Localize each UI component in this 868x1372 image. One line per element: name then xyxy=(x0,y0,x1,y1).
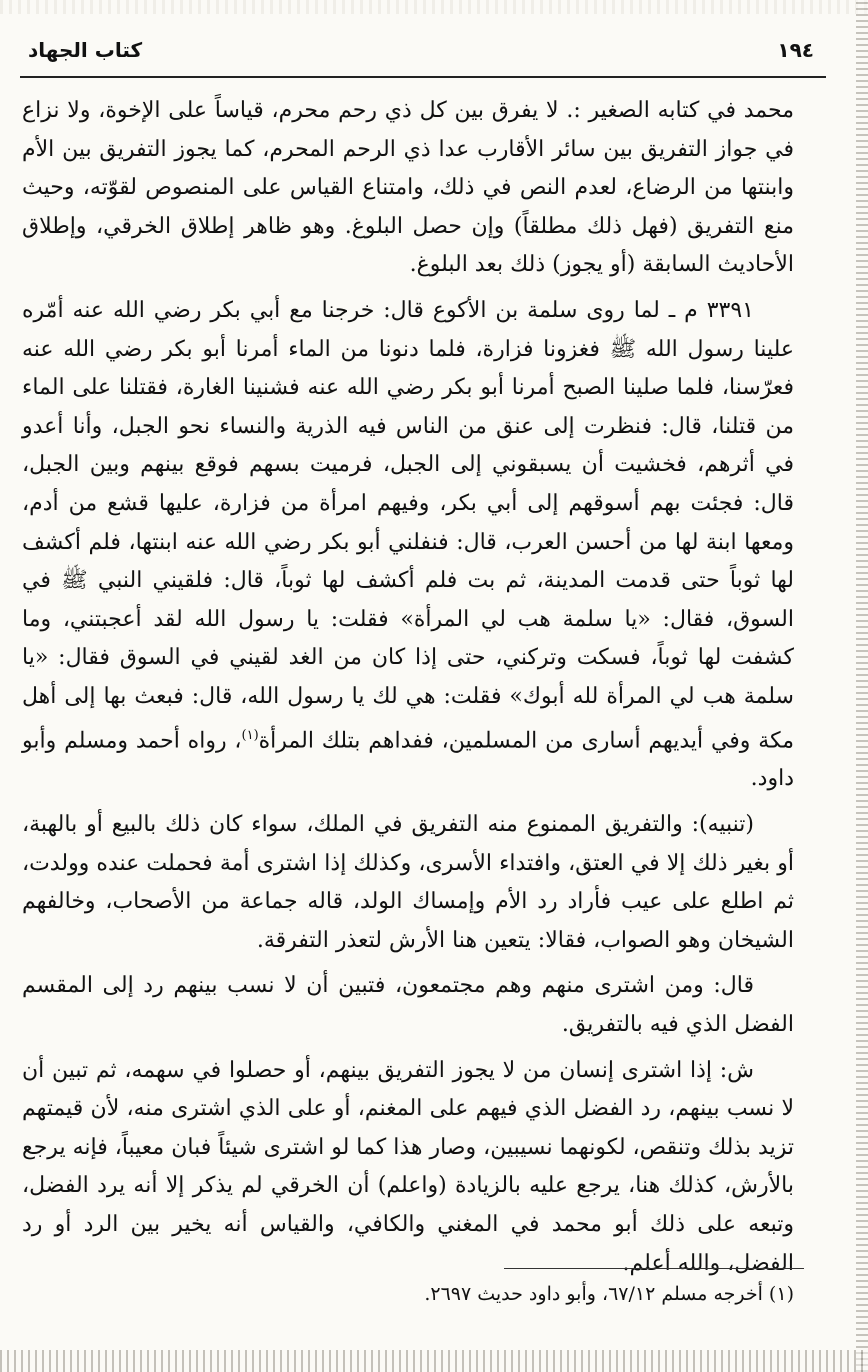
paragraph-1: محمد في كتابه الصغير :. لا يفرق بين كل ذي رحم محرم، قياساً على الإخوة، ولا نزاع في جواز التفريق بين سائر الأقارب عدا ذي الرحم المحرم، كما يجوز التفريق بين الأم وابنتها من الرضاع، لعدم النص في ذلك، وامتناع القياس على المنصوص لقوّته، وحيث منع التفريق (فهل ذلك مطلقاً) وإن حصل البلوغ. وهو ظاهر إطلاق الخرقي، وإطلاق الأحاديث السابقة (أو يجوز) ذلك بعد البلوغ. xyxy=(22,98,794,278)
scan-edge-bottom xyxy=(0,1350,868,1372)
footnote: (١) أخرجه مسلم ٦٧/١٢، وأبو داود حديث ٢٦٩٧. xyxy=(424,1283,794,1305)
paragraph-5: ش: إذا اشترى إنسان من لا يجوز التفريق بينهم، أو حصلوا في سهمه، ثم تبين أن لا نسب بينهم، رد الفضل الذي فيهم على المغنم، أو على الذي اشترى منه، لأن قيمتهم تزيد بذلك وتنقص، لكونهما نسيبين، وصار هذا كما لو اشترى شيئاً فبان معيباً، فإنه يرجع بالأرش، كذلك هنا، يرجع عليه بالزيادة (واعلم) أن الخرقي لم يذكر إلا أنه يرد الفضل، وتبعه على ذلك أبو محمد في المغني والكافي، والقياس أنه يخير بين الرد أو رد الفضل، والله أعلم. xyxy=(22,1057,794,1276)
paragraph-2-text: ٣٣٩١ م ـ لما روى سلمة بن الأكوع قال: خرجنا مع أبي بكر رضي الله عنه أمّره علينا رسول الله ﷺ فغزونا فزارة، فلما دنونا من الماء أمرنا أبو بكر رضي الله عنه فعرّسنا، فلما صلينا الصبح أمرنا أبو بكر رضي الله عنه فشنينا الغارة، فقتلنا على الماء من قتلنا، قال: فنظرت إلى عنق من الناس فيه الذرية والنساء نحو الجبل، وأنا أعدو في أثرهم، فخشيت أن يسبقوني إلى الجبل، فرميت بسهم فوقع بينهم وبين الجبل، قال: فجئت بهم أسوقهم إلى أبي بكر، وفيهم امرأة من فزارة، عليها قشع من أدم، ومعها ابنة لها من أحسن العرب، قال: فنفلني أبو بكر رضي الله عنه ابنتها، فلم أكشف لها ثوباً حتى قدمت المدينة، ثم بت فلم أكشف لها ثوباً، قال: فلقيني النبي ﷺ في السوق، فقال: «يا سلمة هب لي المرأة» فقلت: يا رسول الله لقد أعجبتني، وما كشفت لها ثوباً، فسكت وتركني، حتى إذا كان من الغد لقيني في السوق فقال: «يا سلمة هب لي المرأة لله أبوك» فقلت: هي لك يا رسول الله، قال: فبعث بها إلى أهل مكة وفي أيديهم أسارى من المسلمين، ففداهم بتلك المرأة xyxy=(22,297,794,753)
paragraph-3: (تنبيه): والتفريق الممنوع منه التفريق في الملك، سواء كان ذلك بالبيع أو بالهبة، أو بغير ذلك إلا في العتق، وافتداء الأسرى، وكذلك إذا اشترى أمة فحملت عنده وولدت، ثم اطلع على عيب فأراد رد الأم وإمساك الولد، قاله جماعة من الأصحاب، وخالفهم الشيخان وهو الصواب، فقالا: يتعين هنا الأرش لتعذر التفرقة. xyxy=(22,812,794,953)
paragraph-4: قال: ومن اشترى منهم وهم مجتمعون، فتبين أن لا نسب بينهم رد إلى المقسم الفضل الذي فيه بالتفريق. xyxy=(22,973,794,1037)
paragraph-2-tail: ، رواه أحمد ومسلم وأبو داود. xyxy=(22,727,794,792)
body-text xyxy=(22,92,794,1290)
scan-edge-right xyxy=(856,0,868,1372)
page-header xyxy=(20,38,826,78)
scan-edge-top xyxy=(0,0,868,14)
footnote-divider xyxy=(504,1268,804,1269)
footnote-marker: (١) xyxy=(241,727,259,743)
page-number: ١٩٤ xyxy=(777,38,814,62)
chapter-title: كتاب الجهاد xyxy=(28,38,143,62)
header-divider xyxy=(20,76,826,78)
paragraph-2 xyxy=(22,292,794,799)
